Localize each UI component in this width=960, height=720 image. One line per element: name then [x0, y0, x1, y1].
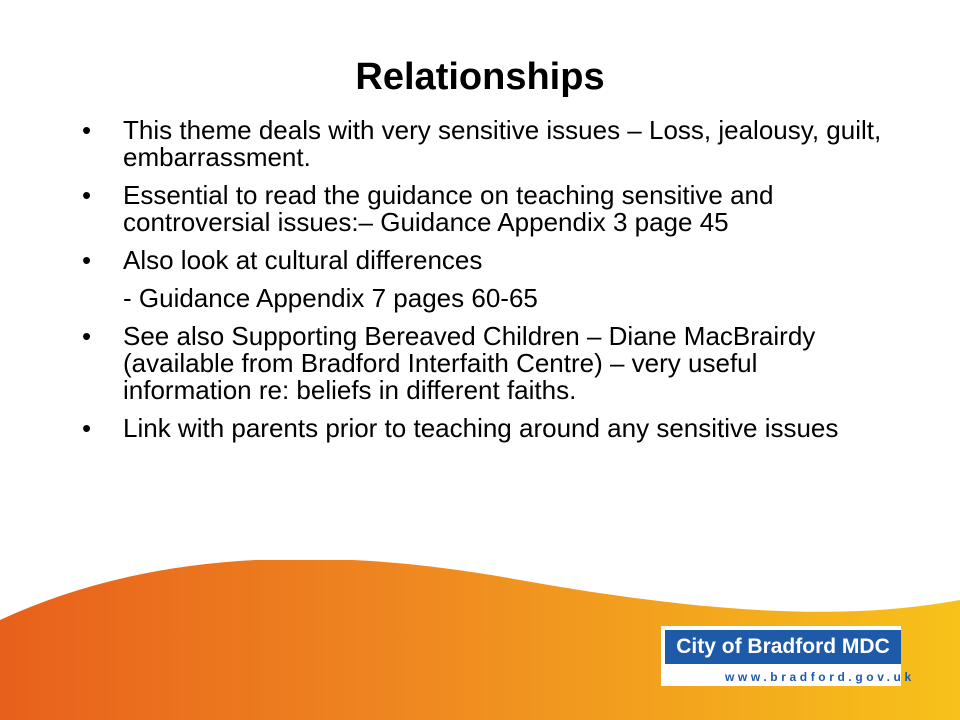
bullet-item — [82, 323, 882, 404]
bullet-item — [82, 182, 882, 236]
bullet-marker: • — [82, 321, 92, 351]
bullet-item — [82, 247, 882, 274]
logo-url: www.bradford.gov.uk — [725, 670, 915, 684]
logo-name: City of Bradford MDC — [665, 630, 901, 664]
bullet-text: Essential to read the guidance on teaching sensitive and controversial issues:– Guidance Appendix 3 page 45 — [123, 180, 774, 237]
bullet-item-continuation — [82, 285, 882, 312]
bullet-text: Also look at cultural differences — [123, 245, 483, 275]
bullet-item — [82, 415, 882, 442]
bullet-list — [82, 117, 882, 453]
bullet-marker: • — [82, 245, 92, 275]
bullet-marker: • — [82, 115, 92, 145]
bullet-text: See also Supporting Bereaved Children – Diane MacBrairdy (available from Bradford Interfaith Centre) – very useful information re: beliefs in different faiths. — [123, 321, 816, 405]
bullet-item — [82, 117, 882, 171]
bullet-text: - Guidance Appendix 7 pages 60-65 — [123, 283, 538, 313]
bullet-marker: • — [82, 180, 92, 210]
bullet-text: Link with parents prior to teaching around any sensitive issues — [123, 413, 839, 443]
bullet-text: This theme deals with very sensitive issues – Loss, jealousy, guilt, embarrassment. — [123, 115, 882, 172]
city-of-bradford-logo — [661, 626, 915, 686]
bullet-marker: • — [82, 413, 92, 443]
slide-title: Relationships — [355, 56, 605, 98]
